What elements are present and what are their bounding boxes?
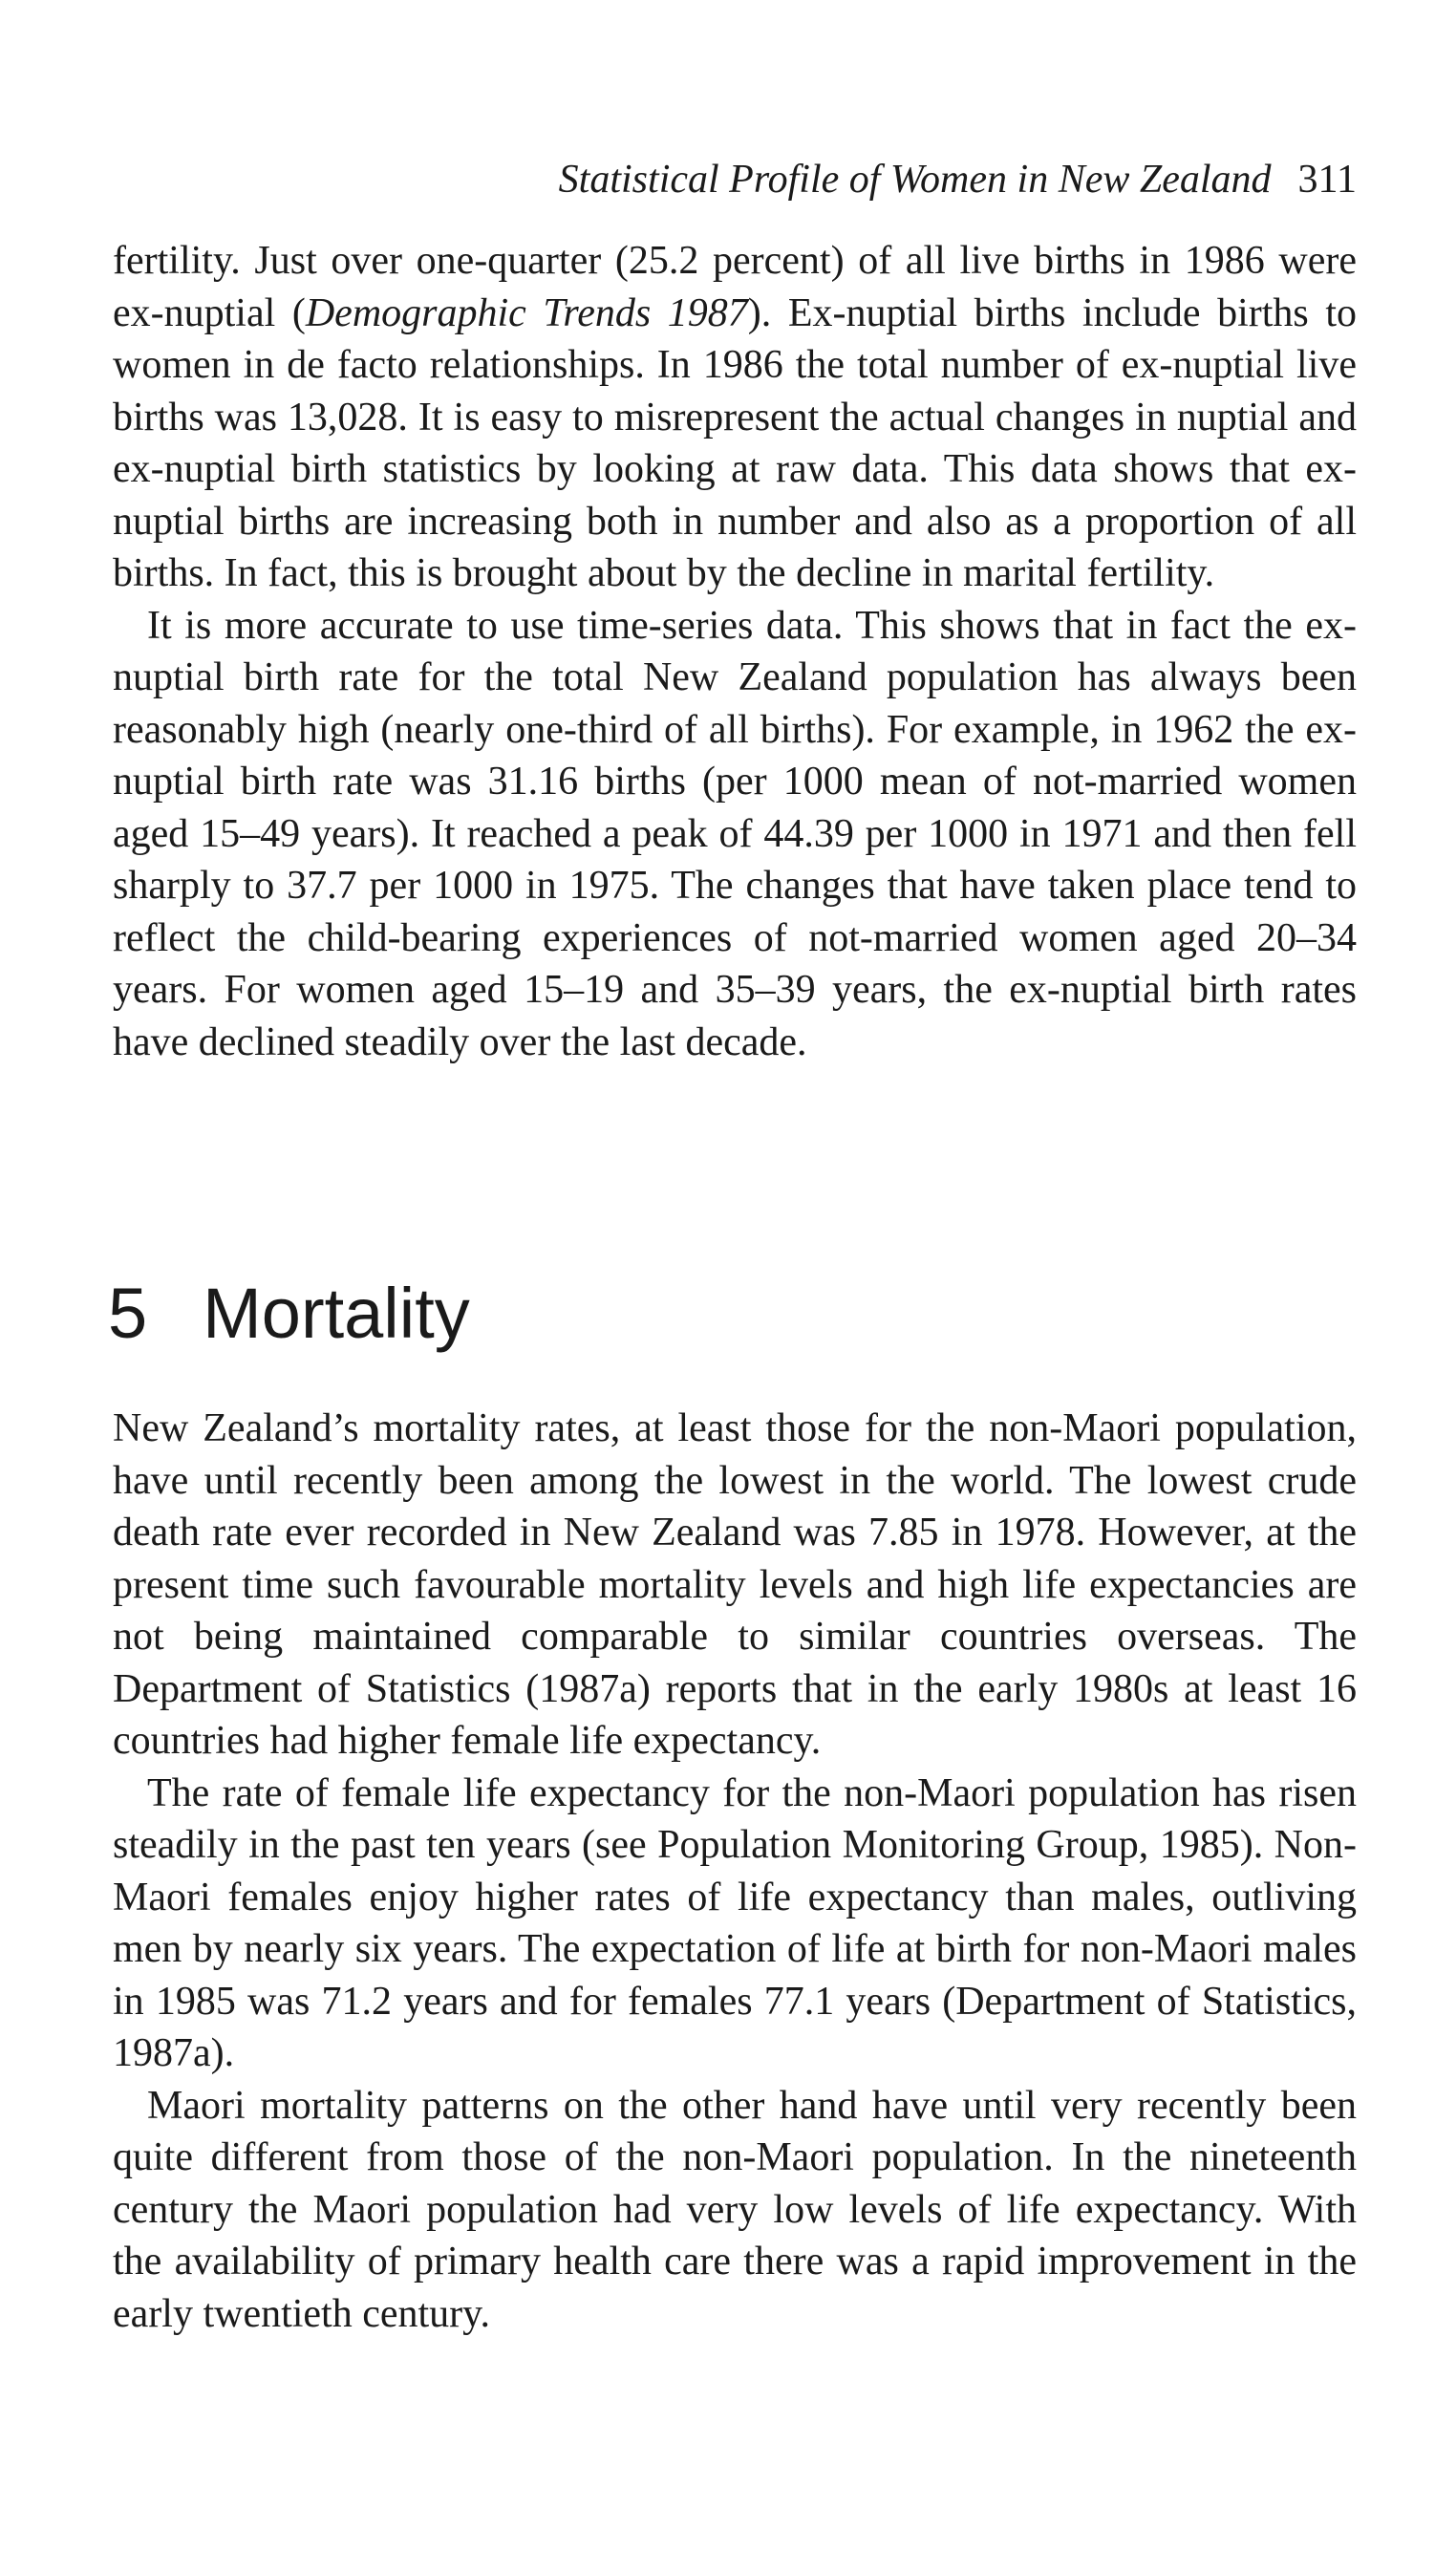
fertility-continuation — [113, 235, 1357, 1068]
paragraph-text-part: fertility. Just over one-quarter (25.2 percent) of all live births in 1986 were ex-nuptial ( — [113, 239, 1357, 335]
section-heading-mortality — [108, 1271, 470, 1357]
mortality-section-body — [113, 1403, 1357, 2340]
paragraph-time-series: It is more accurate to use time-series data. This shows that in fact the ex-nuptial birth rate for the total New Zealand population has always been reasonably high (nearly one-third of all births). For example, in 1962 the ex-nuptial birth rate was 31.16 births (per 1000 mean of not-married women aged 15–49 years). It reached a peak of 44.39 per 1000 in 1971 and then fell sharply to 37.7 per 1000 in 1975. The changes that have taken place tend to reflect the child-bearing experiences of not-married women aged 20–34 years. For women aged 15–19 and 35–39 years, the ex-nuptial birth rates have declined steadily over the last decade. — [113, 603, 1357, 1064]
citation-demographic-trends: Demographic Trends 1987 — [305, 290, 748, 335]
section-number: 5 — [108, 1274, 148, 1353]
paragraph-ex-nuptial-births — [113, 235, 1357, 600]
running-head — [113, 155, 1357, 204]
page-number: 311 — [1297, 158, 1357, 202]
paragraph-mortality-rates: New Zealand’s mortality rates, at least those for the non-Maori population, have until recently been among the lowest in the world. The lowest crude death rate ever recorded in New Zealand was 7.85 in 1978. However, at the present time such favourable mortality levels and high life expectancies are not being maintained comparable to similar countries overseas. The Department of Statistics (1987a) reports that in the early 1980s at least 16 countries had higher female life expectancy. — [113, 1406, 1357, 1763]
running-head-title: Statistical Profile of Women in New Zealand — [558, 158, 1272, 202]
paragraph-text-part: ). Ex-nuptial births include births to women in de facto relationships. In 1986 the total number of ex-nuptial live births was 13,028. It is easy to misrepresent the actual changes in nuptial and ex-nuptial birth statistics by looking at raw data. This data shows that ex-nuptial births are increasing both in number and also as a proportion of all births. In fact, this is brought about by the decline in marital fertility. — [113, 290, 1358, 595]
paragraph-maori-mortality: Maori mortality patterns on the other hand have until very recently been quite different from those of the non-Maori population. In the nineteenth century the Maori population had very low levels of life expectancy. With the availability of primary health care there was a rapid improvement in the early twentieth century. — [113, 2083, 1357, 2336]
paragraph-female-life-expectancy: The rate of female life expectancy for the non-Maori population has risen steadily in the past ten years (see Population Monitoring Group, 1985). Non-Maori females enjoy higher rates of life expectancy than males, outliving men by nearly six years. The expectation of life at birth for non-Maori males in 1985 was 71.2 years and for females 77.1 years (Department of Statistics, 1987a). — [113, 1770, 1357, 2075]
section-title: Mortality — [203, 1274, 470, 1353]
